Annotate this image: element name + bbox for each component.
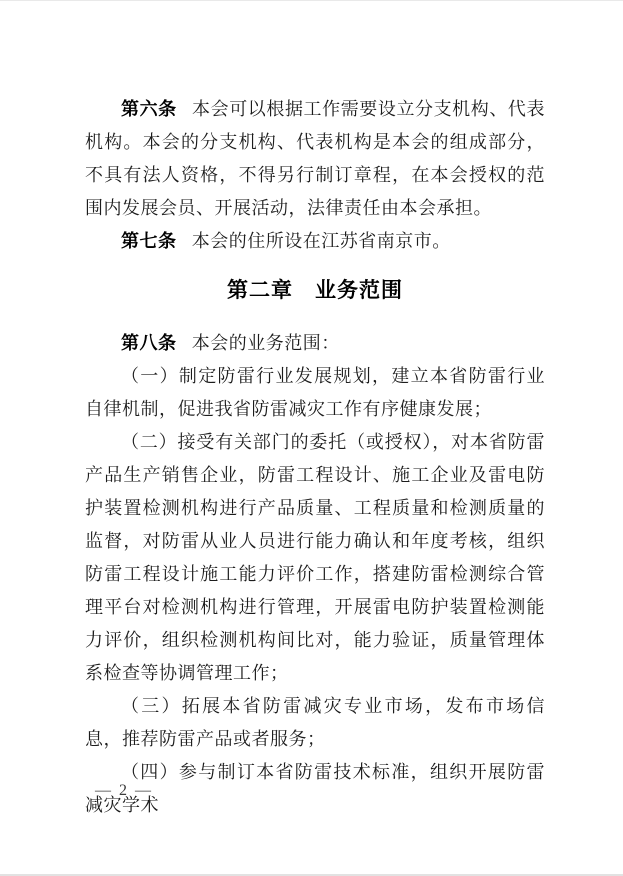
page-number: — 2 — [95,782,153,799]
article-6-text: 本会可以根据工作需要设立分支机构、代表机构。本会的分支机构、代表机构是本会的组成部分，不具有法人资格，不得另行制订章程，在本会授权的范围内发展会员、开展活动，法律责任由本会承担。 [85,99,546,218]
scope-item-3: （三）拓展本省防雷减灾专业市场，发布市场信息，推荐防雷产品或者服务； [85,696,545,749]
article-8-label: 第八条 [121,333,177,353]
document-body [85,93,545,822]
scope-item-1: （一）制定防雷行业发展规划，建立本省防雷行业自律机制，促进我省防雷减灾工作有序健康发展； [85,366,545,419]
chapter-heading: 第二章 业务范围 [227,279,403,302]
article-8 [85,327,545,360]
scope-item-2: （二）接受有关部门的委托（或授权），对本省防雷产品生产销售企业，防雷工程设计、施工企业及雷电防护装置检测机构进行产品质量、工程质量和检测质量的监督，对防雷从业人员进行能力确认和年度考核，组织防雷工程设计施工能力评价工作，搭建防雷检测综合管理平台对检测机构进行管理，开展雷电防护装置检测能力评价，组织检测机构间比对，能力验证，质量管理体系检查等协调管理工作； [85,432,545,683]
article-6-label: 第六条 [121,99,177,119]
article-8-text: 本会的业务范围： [191,333,340,353]
article-7-label: 第七条 [121,231,177,251]
scope-item-4: （四）参与制订本省防雷技术标准，组织开展防雷减灾学术 [85,762,545,815]
article-7 [85,225,545,258]
article-7-text: 本会的住所设在江苏省南京市。 [191,231,451,251]
article-6 [85,93,545,225]
